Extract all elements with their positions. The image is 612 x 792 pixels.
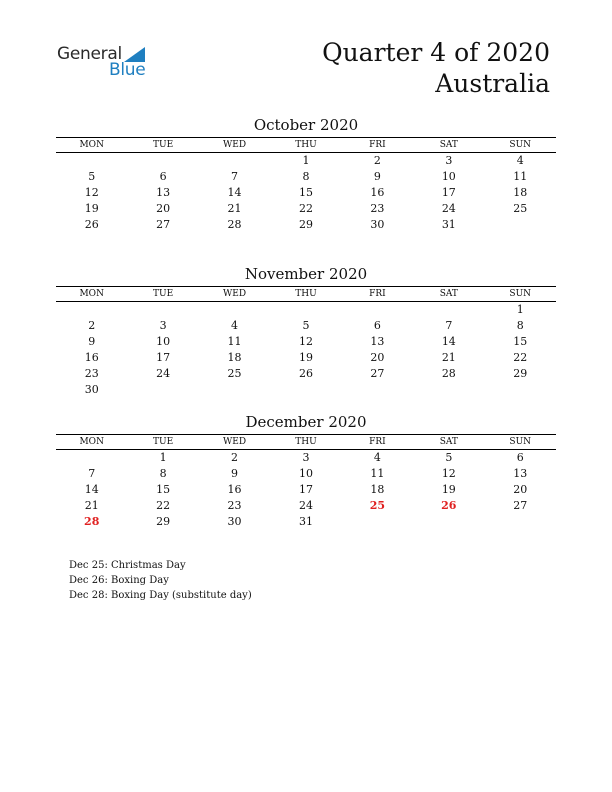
day-cell: 8 (302, 170, 310, 183)
day-cell: 30 (227, 515, 242, 528)
holiday-list (69, 558, 252, 603)
day-cell (342, 514, 413, 530)
weekday-header-row (56, 286, 556, 302)
week-row (56, 382, 556, 398)
holiday-note: Dec 28: Boxing Day (substitute day) (69, 590, 252, 601)
day-cell: 20 (513, 483, 528, 496)
day-cell: 9 (231, 467, 239, 480)
day-cell: 10 (441, 170, 456, 183)
day-cell: 21 (227, 202, 242, 215)
day-cell: 16 (227, 483, 242, 496)
month-title: October 2020 (253, 116, 359, 134)
day-cell: 6 (516, 451, 524, 464)
logo-blue-text: Blue (109, 60, 146, 80)
weekday-header: TUE (153, 140, 174, 150)
day-cell: 12 (298, 335, 313, 348)
weekday-header: SUN (509, 289, 532, 299)
weekday-header-row (56, 137, 556, 153)
day-cell: 13 (370, 335, 385, 348)
day-cell (56, 153, 127, 169)
weekday-header: THU (295, 140, 317, 150)
page-title: Quarter 4 of 2020 (322, 38, 550, 67)
day-cell: 27 (370, 367, 385, 380)
day-cell: 3 (445, 154, 453, 167)
day-cell: 7 (445, 319, 453, 332)
day-cell: 16 (84, 351, 99, 364)
day-cell: 20 (156, 202, 171, 215)
day-cell (485, 514, 556, 530)
weekday-header: SAT (439, 437, 458, 447)
day-cell (485, 217, 556, 233)
day-cell: 1 (516, 303, 524, 316)
day-cell: 4 (516, 154, 524, 167)
day-cell: 8 (159, 467, 167, 480)
week-row (56, 153, 556, 169)
day-cell: 3 (159, 319, 167, 332)
day-cell: 4 (373, 451, 381, 464)
month-calendar (56, 116, 556, 233)
day-cell: 19 (84, 202, 99, 215)
day-cell (199, 302, 270, 318)
week-row (56, 514, 556, 530)
weekday-header: SUN (509, 140, 532, 150)
day-cell: 14 (84, 483, 99, 496)
day-cell: 1 (302, 154, 310, 167)
day-cell: 24 (156, 367, 171, 380)
day-cell: 3 (302, 451, 310, 464)
month-calendar (56, 265, 556, 398)
day-cell: 2 (231, 451, 239, 464)
day-cell (342, 382, 413, 398)
day-cell: 14 (227, 186, 242, 199)
day-cell: 11 (513, 170, 528, 183)
day-cell: 6 (159, 170, 167, 183)
weekday-header: TUE (153, 437, 174, 447)
day-cell: 20 (370, 351, 385, 364)
day-cell: 18 (370, 483, 385, 496)
day-cell: 5 (445, 451, 453, 464)
weekday-header: FRI (369, 289, 386, 299)
day-cell: 17 (156, 351, 171, 364)
day-cell: 30 (84, 383, 99, 396)
day-cell: 17 (298, 483, 313, 496)
week-row (56, 318, 556, 334)
day-cell: 18 (227, 351, 242, 364)
logo (57, 44, 157, 84)
day-cell (199, 153, 270, 169)
day-cell: 12 (441, 467, 456, 480)
weekday-header: SAT (439, 140, 458, 150)
day-cell (342, 302, 413, 318)
week-row (56, 366, 556, 382)
holiday-note: Dec 25: Christmas Day (69, 560, 186, 571)
weekday-header: SAT (439, 289, 458, 299)
day-cell: 5 (302, 319, 310, 332)
day-cell: 26 (298, 367, 313, 380)
day-cell: 15 (298, 186, 313, 199)
day-cell: 24 (298, 499, 313, 512)
day-cell: 6 (373, 319, 381, 332)
day-cell (127, 302, 198, 318)
weekday-header: TUE (153, 289, 174, 299)
day-cell: 19 (298, 351, 313, 364)
day-cell: 12 (84, 186, 99, 199)
day-cell: 16 (370, 186, 385, 199)
day-cell: 4 (231, 319, 239, 332)
day-cell (199, 382, 270, 398)
day-cell: 21 (441, 351, 456, 364)
month-calendar (56, 413, 556, 530)
day-cell: 7 (231, 170, 239, 183)
logo-general-text: General (57, 44, 122, 64)
day-cell: 9 (88, 335, 96, 348)
day-cell (56, 450, 127, 466)
day-cell (413, 382, 484, 398)
day-cell: 26 (84, 218, 99, 231)
day-cell: 27 (156, 218, 171, 231)
day-cell: 13 (156, 186, 171, 199)
holiday-note: Dec 26: Boxing Day (69, 575, 169, 586)
day-cell (56, 302, 127, 318)
day-cell (270, 382, 341, 398)
weekday-header: THU (295, 289, 317, 299)
day-cell: 11 (370, 467, 385, 480)
week-row (56, 302, 556, 318)
weekday-header: MON (79, 140, 104, 150)
day-cell: 10 (156, 335, 171, 348)
day-cell: 15 (513, 335, 528, 348)
day-cell: 17 (441, 186, 456, 199)
day-cell: 25 (513, 202, 528, 215)
day-cell: 29 (156, 515, 171, 528)
weekday-header: THU (295, 437, 317, 447)
day-cell: 7 (88, 467, 96, 480)
day-cell (270, 302, 341, 318)
weekday-header: FRI (369, 437, 386, 447)
day-cell: 2 (373, 154, 381, 167)
logo-triangle-icon (124, 47, 145, 62)
day-cell: 28 (441, 367, 456, 380)
month-title: November 2020 (244, 265, 368, 283)
day-cell: 18 (513, 186, 528, 199)
day-cell: 30 (370, 218, 385, 231)
day-cell: 23 (227, 499, 242, 512)
day-cell (127, 382, 198, 398)
day-cell: 22 (298, 202, 313, 215)
day-cell: 23 (370, 202, 385, 215)
holiday-day-cell: 26 (441, 499, 457, 512)
weekday-header: FRI (369, 140, 386, 150)
day-cell: 11 (227, 335, 242, 348)
week-row (56, 466, 556, 482)
week-row (56, 185, 556, 201)
week-row (56, 350, 556, 366)
day-cell: 21 (84, 499, 99, 512)
day-cell: 22 (156, 499, 171, 512)
day-cell: 24 (441, 202, 456, 215)
day-cell: 19 (441, 483, 456, 496)
day-cell: 25 (227, 367, 242, 380)
week-row (56, 169, 556, 185)
page-subtitle: Australia (435, 69, 550, 98)
weekday-header: WED (223, 437, 247, 447)
day-cell: 29 (513, 367, 528, 380)
day-cell: 29 (298, 218, 313, 231)
week-row (56, 450, 556, 466)
day-cell (127, 153, 198, 169)
holiday-day-cell: 25 (369, 499, 386, 512)
month-title: December 2020 (245, 413, 367, 431)
day-cell: 1 (159, 451, 167, 464)
weekday-header: MON (79, 437, 104, 447)
day-cell (485, 382, 556, 398)
week-row (56, 482, 556, 498)
weekday-header: WED (223, 289, 247, 299)
day-cell: 10 (298, 467, 313, 480)
day-cell: 31 (298, 515, 313, 528)
weekday-header-row (56, 434, 556, 450)
day-cell: 14 (441, 335, 456, 348)
day-cell (413, 514, 484, 530)
weekday-header: WED (223, 140, 247, 150)
day-cell: 27 (513, 499, 528, 512)
week-row (56, 334, 556, 350)
day-cell: 28 (227, 218, 242, 231)
day-cell: 8 (516, 319, 524, 332)
day-cell: 22 (513, 351, 528, 364)
day-cell (413, 302, 484, 318)
weekday-header: MON (79, 289, 104, 299)
holiday-day-cell: 28 (84, 515, 100, 528)
day-cell: 9 (373, 170, 381, 183)
day-cell: 23 (84, 367, 99, 380)
day-cell: 13 (513, 467, 528, 480)
week-row (56, 498, 556, 514)
week-row (56, 201, 556, 217)
week-row (56, 217, 556, 233)
day-cell: 5 (88, 170, 96, 183)
day-cell: 2 (88, 319, 96, 332)
weekday-header: SUN (509, 437, 532, 447)
day-cell: 31 (441, 218, 456, 231)
day-cell: 15 (156, 483, 171, 496)
